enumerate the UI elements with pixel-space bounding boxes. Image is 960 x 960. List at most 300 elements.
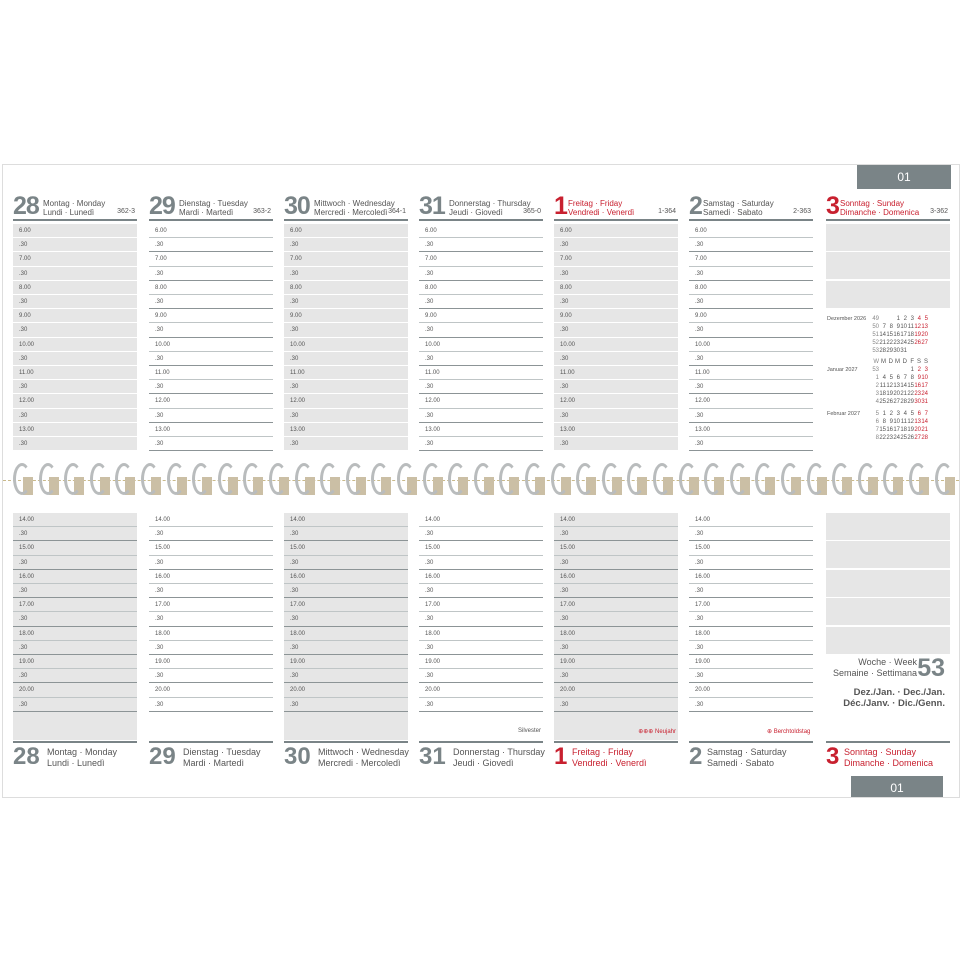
time-slot[interactable]: .30 [689, 323, 813, 337]
notes-box[interactable] [826, 281, 950, 308]
time-slot[interactable]: .30 [13, 409, 137, 423]
time-slot[interactable]: .30 [149, 380, 273, 394]
time-slot[interactable]: .30 [689, 267, 813, 281]
notes-box[interactable] [826, 513, 950, 540]
binding-ring [907, 463, 929, 495]
time-slot[interactable]: .30 [149, 669, 273, 683]
time-slot[interactable]: .30 [284, 698, 408, 712]
time-slot[interactable]: 18.00 [13, 627, 137, 641]
time-slot[interactable]: .30 [419, 612, 543, 626]
mini-calendar-cell: 1 [882, 411, 886, 417]
week-tab-bottom[interactable]: 01 [851, 776, 943, 797]
time-slot[interactable]: .30 [13, 323, 137, 337]
mini-calendar-cell: 20 [893, 391, 900, 397]
time-slot[interactable]: 6.00 [13, 224, 137, 238]
day-name-line1: Sonntag · Sunday [840, 199, 905, 208]
time-slot[interactable]: 20.00 [284, 683, 408, 697]
time-slot[interactable]: 16.00 [149, 570, 273, 584]
time-slot[interactable]: .30 [554, 409, 678, 423]
time-slot[interactable]: 7.00 [689, 252, 813, 266]
mini-calendar-cell: 12 [907, 419, 914, 425]
time-slot[interactable]: 20.00 [13, 683, 137, 697]
time-slot[interactable]: .30 [149, 698, 273, 712]
time-slot[interactable]: .30 [284, 641, 408, 655]
binding-ring [37, 463, 59, 495]
time-slot[interactable]: 15.00 [419, 541, 543, 555]
time-slot[interactable]: .30 [689, 295, 813, 309]
binding-ring [881, 463, 903, 495]
time-slot[interactable]: 20.00 [149, 683, 273, 697]
mini-calendar-cell: 20 [914, 427, 921, 433]
mini-calendar-cell: 22 [879, 435, 886, 441]
time-slot[interactable]: 10.00 [554, 338, 678, 352]
day-number: 31 [419, 192, 445, 220]
time-slot[interactable]: .30 [419, 352, 543, 366]
time-slot[interactable]: 11.00 [554, 366, 678, 380]
day-footer-30 [284, 741, 408, 773]
time-slot[interactable]: 8.00 [554, 281, 678, 295]
week-number-box [821, 655, 945, 685]
time-slot[interactable]: .30 [554, 698, 678, 712]
day-of-year-code: 362-3 [117, 208, 135, 215]
binding-ring [497, 463, 519, 495]
time-slot[interactable]: .30 [13, 238, 137, 252]
time-slot[interactable]: .30 [419, 437, 543, 451]
time-slot[interactable]: .30 [13, 295, 137, 309]
time-slot[interactable]: 12.00 [13, 394, 137, 408]
time-slot[interactable]: .30 [284, 527, 408, 541]
time-slot[interactable]: 11.00 [149, 366, 273, 380]
time-slot[interactable]: 15.00 [149, 541, 273, 555]
time-slot[interactable]: .30 [284, 267, 408, 281]
time-slot[interactable]: .30 [419, 584, 543, 598]
time-slot[interactable]: .30 [13, 584, 137, 598]
spiral-binding [3, 455, 959, 505]
time-slot[interactable]: .30 [419, 556, 543, 570]
time-slot[interactable]: .30 [419, 323, 543, 337]
time-slot[interactable]: 20.00 [419, 683, 543, 697]
mini-calendar-feb [869, 410, 928, 442]
time-slot[interactable]: .30 [689, 641, 813, 655]
mini-calendar-cell: 12 [886, 383, 893, 389]
time-slot[interactable]: .30 [13, 380, 137, 394]
time-slot[interactable]: 12.00 [149, 394, 273, 408]
time-slot[interactable]: .30 [689, 380, 813, 394]
mini-calendar-cell: 21 [921, 427, 928, 433]
time-slot[interactable]: .30 [284, 238, 408, 252]
evening-notes[interactable] [13, 712, 137, 740]
time-slot[interactable]: .30 [689, 437, 813, 451]
mini-calendar-cell: 23 [893, 340, 900, 346]
time-slot[interactable]: 8.00 [13, 281, 137, 295]
binding-ring [574, 463, 596, 495]
time-slot[interactable]: 13.00 [689, 423, 813, 437]
time-slot[interactable]: .30 [554, 669, 678, 683]
weekday-letter: W [873, 359, 879, 365]
time-slot[interactable]: 19.00 [13, 655, 137, 669]
day-of-year-code: 2-363 [793, 208, 811, 215]
time-slot[interactable]: .30 [13, 612, 137, 626]
time-slot[interactable]: .30 [419, 527, 543, 541]
mini-calendar-cell: 3 [896, 411, 900, 417]
day-of-year-code: 363-2 [253, 208, 271, 215]
time-slot[interactable]: 8.00 [284, 281, 408, 295]
time-slot[interactable]: 16.00 [419, 570, 543, 584]
holiday-label [518, 728, 541, 734]
day-of-year-code: 365-0 [523, 208, 541, 215]
mini-calendar-cell: 27 [914, 435, 921, 441]
time-slot[interactable]: .30 [149, 267, 273, 281]
mini-calendar-month: Januar 2027 [827, 367, 858, 373]
time-slot[interactable]: .30 [554, 352, 678, 366]
time-slot[interactable]: .30 [149, 584, 273, 598]
notes-box[interactable] [826, 224, 950, 251]
time-slot[interactable]: 16.00 [284, 570, 408, 584]
time-slot[interactable]: 15.00 [689, 541, 813, 555]
mini-calendar-cell: 3 [910, 316, 914, 322]
time-slot[interactable]: .30 [689, 584, 813, 598]
mini-calendar-cell: 13 [914, 419, 921, 425]
time-slot[interactable]: .30 [149, 409, 273, 423]
time-slot[interactable]: 9.00 [13, 309, 137, 323]
time-slot[interactable]: 14.00 [13, 513, 137, 527]
time-slot[interactable]: .30 [284, 323, 408, 337]
weekday-letter: S [923, 359, 928, 365]
holiday-name: Neujahr [654, 729, 676, 735]
time-slot[interactable]: 6.00 [284, 224, 408, 238]
time-slot[interactable]: 10.00 [13, 338, 137, 352]
time-slot[interactable]: .30 [284, 380, 408, 394]
mini-calendar-cell: 7 [875, 427, 879, 433]
day-names [568, 199, 634, 217]
day-name-line2: Samedi · Sabato [703, 208, 763, 217]
mini-calendar-cell: 6 [896, 375, 900, 381]
time-slot[interactable]: 10.00 [284, 338, 408, 352]
time-slot[interactable]: .30 [149, 641, 273, 655]
time-slot[interactable]: 13.00 [419, 423, 543, 437]
time-slot[interactable]: .30 [149, 612, 273, 626]
time-slot[interactable]: 12.00 [284, 394, 408, 408]
time-slot[interactable]: .30 [419, 267, 543, 281]
time-slot[interactable]: 9.00 [149, 309, 273, 323]
mini-calendar-cell: 5 [910, 411, 914, 417]
time-slot[interactable]: .30 [149, 352, 273, 366]
time-slot[interactable]: .30 [149, 238, 273, 252]
evening-notes[interactable] [284, 712, 408, 740]
weekday-letter: M [881, 359, 886, 365]
day-name-line2: Mercredi · Mercoledì [314, 208, 388, 217]
footer-day-number: 3 [826, 743, 840, 770]
time-slot[interactable]: .30 [689, 698, 813, 712]
mini-calendar-cell: 29 [886, 348, 893, 354]
time-slot[interactable]: .30 [13, 556, 137, 570]
time-slot[interactable]: .30 [689, 409, 813, 423]
mini-calendar-cell: 8 [910, 375, 914, 381]
time-slot[interactable]: .30 [419, 380, 543, 394]
weekday-letter: S [916, 359, 921, 365]
mini-calendar-cell: 1 [910, 367, 914, 373]
notes-box[interactable] [826, 541, 950, 568]
day-footer-3 [826, 741, 950, 773]
time-slot[interactable]: 18.00 [284, 627, 408, 641]
mini-calendar-cell: 25 [907, 340, 914, 346]
binding-ring [830, 463, 852, 495]
time-slot[interactable]: 17.00 [419, 598, 543, 612]
time-slot[interactable]: 17.00 [284, 598, 408, 612]
holiday-label [638, 728, 676, 735]
mini-calendar-cell: 15 [879, 427, 886, 433]
time-slot[interactable]: .30 [689, 612, 813, 626]
planner-page [2, 164, 960, 798]
time-slot[interactable]: 16.00 [554, 570, 678, 584]
time-slot[interactable]: 18.00 [149, 627, 273, 641]
time-slot[interactable]: .30 [284, 295, 408, 309]
mini-calendar-cell: 14 [900, 383, 907, 389]
time-slot[interactable]: 10.00 [149, 338, 273, 352]
mini-calendar-cell: 10 [921, 375, 928, 381]
mini-calendar-cell: 19 [886, 391, 893, 397]
time-slot[interactable]: .30 [284, 584, 408, 598]
time-slot[interactable]: .30 [284, 556, 408, 570]
time-slot[interactable]: 6.00 [419, 224, 543, 238]
time-slot[interactable]: 17.00 [149, 598, 273, 612]
binding-ring [625, 463, 647, 495]
time-slot[interactable]: 18.00 [689, 627, 813, 641]
time-slot[interactable]: .30 [284, 437, 408, 451]
time-slot[interactable]: 14.00 [554, 513, 678, 527]
time-slot[interactable]: 7.00 [284, 252, 408, 266]
evening-notes[interactable] [554, 712, 678, 740]
mini-calendar-cell: 4 [903, 411, 907, 417]
time-slot[interactable]: .30 [554, 437, 678, 451]
mini-calendar-cell: 1 [896, 316, 900, 322]
time-slot[interactable]: 15.00 [13, 541, 137, 555]
time-slot[interactable]: 6.00 [554, 224, 678, 238]
time-slot[interactable]: 9.00 [689, 309, 813, 323]
time-slot[interactable]: 20.00 [689, 683, 813, 697]
mini-calendar-cell: 52 [872, 340, 879, 346]
mini-calendar-cell: 51 [872, 332, 879, 338]
mini-calendar-cell: 18 [900, 427, 907, 433]
time-slot[interactable]: 11.00 [13, 366, 137, 380]
time-slot[interactable]: .30 [554, 584, 678, 598]
time-slot[interactable]: 13.00 [554, 423, 678, 437]
mini-calendar-cell: 5 [875, 411, 879, 417]
time-slot[interactable]: .30 [284, 352, 408, 366]
time-slot[interactable]: 14.00 [689, 513, 813, 527]
time-slot[interactable]: .30 [419, 641, 543, 655]
week-label-1: Woche · Week [858, 657, 917, 667]
time-slot[interactable]: 7.00 [149, 252, 273, 266]
binding-ring [139, 463, 161, 495]
time-slot[interactable]: 14.00 [419, 513, 543, 527]
time-slot[interactable]: .30 [149, 323, 273, 337]
time-slot[interactable]: 19.00 [149, 655, 273, 669]
time-slot[interactable]: .30 [554, 380, 678, 394]
time-slot[interactable]: 14.00 [149, 513, 273, 527]
time-slot[interactable]: 8.00 [419, 281, 543, 295]
mini-calendar-cell: 16 [893, 332, 900, 338]
mini-calendar-cell: 25 [879, 399, 886, 405]
time-slot[interactable]: 12.00 [419, 394, 543, 408]
time-slot[interactable]: 14.00 [284, 513, 408, 527]
notes-box[interactable] [826, 627, 950, 654]
mini-calendar-cell: 19 [914, 332, 921, 338]
mini-calendar-weekday-header [869, 358, 928, 366]
mini-calendar-cell: 2 [889, 411, 893, 417]
time-slot[interactable]: 11.00 [284, 366, 408, 380]
time-slot[interactable]: .30 [689, 238, 813, 252]
time-slot[interactable]: 12.00 [554, 394, 678, 408]
time-slot[interactable]: .30 [149, 295, 273, 309]
time-slot[interactable]: 10.00 [419, 338, 543, 352]
time-slot[interactable]: 15.00 [554, 541, 678, 555]
mini-calendar-cell: 9 [917, 375, 921, 381]
time-slot[interactable]: .30 [419, 409, 543, 423]
day-name-line2: Vendredi · Venerdì [568, 208, 635, 217]
time-slot[interactable]: 18.00 [419, 627, 543, 641]
time-slot[interactable]: .30 [419, 698, 543, 712]
day-footer-1 [554, 741, 678, 773]
footer-name-line1: Sonntag · Sunday [844, 747, 917, 757]
time-slot[interactable]: 13.00 [149, 423, 273, 437]
time-slot[interactable]: .30 [13, 698, 137, 712]
time-slot[interactable]: 19.00 [284, 655, 408, 669]
time-slot[interactable]: .30 [149, 556, 273, 570]
time-slot[interactable]: 9.00 [419, 309, 543, 323]
time-slot[interactable]: 9.00 [284, 309, 408, 323]
binding-ring [779, 463, 801, 495]
time-slot[interactable]: .30 [554, 641, 678, 655]
time-slot[interactable]: 6.00 [689, 224, 813, 238]
time-slot[interactable]: 7.00 [554, 252, 678, 266]
time-slot[interactable]: .30 [419, 669, 543, 683]
binding-ring [600, 463, 622, 495]
time-slot[interactable]: .30 [13, 267, 137, 281]
time-slot[interactable]: .30 [13, 669, 137, 683]
time-slot[interactable]: 7.00 [13, 252, 137, 266]
day-name-line1: Mittwoch · Wednesday [314, 199, 395, 208]
week-tab-top[interactable]: 01 [857, 165, 951, 189]
time-slot[interactable]: .30 [284, 669, 408, 683]
time-slot[interactable]: 17.00 [689, 598, 813, 612]
time-slot[interactable]: 10.00 [689, 338, 813, 352]
time-slot[interactable]: .30 [689, 556, 813, 570]
time-slot[interactable]: 8.00 [689, 281, 813, 295]
evening-notes[interactable] [149, 712, 273, 740]
binding-ring [523, 463, 545, 495]
mini-calendar-cell: 14 [921, 419, 928, 425]
time-slot[interactable]: .30 [554, 238, 678, 252]
binding-ring [728, 463, 750, 495]
mini-calendar-cell: 28 [900, 399, 907, 405]
time-slot[interactable]: .30 [419, 238, 543, 252]
notes-box[interactable] [826, 252, 950, 279]
footer-name-line2: Samedi · Sabato [707, 758, 775, 768]
time-slot[interactable]: .30 [689, 669, 813, 683]
time-slot[interactable]: .30 [554, 612, 678, 626]
evening-notes[interactable] [419, 712, 543, 740]
time-slot[interactable]: .30 [284, 612, 408, 626]
footer-name-line1: Freitag · Friday [572, 747, 634, 757]
day-of-year-code: 1-364 [658, 208, 676, 215]
footer-day-number: 31 [419, 743, 446, 770]
footer-day-number: 1 [554, 743, 568, 770]
time-slot[interactable]: 8.00 [149, 281, 273, 295]
week-label-2: Semaine · Settimana [832, 668, 917, 678]
time-slot[interactable]: 12.00 [689, 394, 813, 408]
time-slot[interactable]: .30 [284, 409, 408, 423]
time-slot[interactable]: 16.00 [689, 570, 813, 584]
mini-calendar-cell: 13 [893, 383, 900, 389]
mini-calendar-cell: 7 [924, 411, 928, 417]
day-footer-2 [689, 741, 813, 773]
time-slot[interactable]: 17.00 [554, 598, 678, 612]
time-slot[interactable]: .30 [554, 323, 678, 337]
time-slot[interactable]: 20.00 [554, 683, 678, 697]
time-slot[interactable]: .30 [13, 437, 137, 451]
footer-day-number: 30 [284, 743, 311, 770]
mini-calendar-cell: 7 [882, 324, 886, 330]
time-slot[interactable]: 18.00 [554, 627, 678, 641]
binding-ring [241, 463, 263, 495]
time-slot[interactable]: 17.00 [13, 598, 137, 612]
time-slot[interactable]: .30 [149, 437, 273, 451]
time-slot[interactable]: 11.00 [689, 366, 813, 380]
time-slot[interactable]: .30 [689, 352, 813, 366]
day-names [314, 199, 395, 217]
mini-calendar-cell: 50 [872, 324, 879, 330]
mini-calendar-cell: 18 [907, 332, 914, 338]
mini-calendar-cell: 27 [893, 399, 900, 405]
time-slot[interactable]: 9.00 [554, 309, 678, 323]
time-slot[interactable]: 6.00 [149, 224, 273, 238]
time-slot[interactable]: 15.00 [284, 541, 408, 555]
binding-ring [856, 463, 878, 495]
time-slot[interactable]: .30 [13, 641, 137, 655]
mini-calendar-cell: 11 [907, 324, 914, 330]
time-slot[interactable]: .30 [419, 295, 543, 309]
time-slot[interactable]: 19.00 [419, 655, 543, 669]
time-slot[interactable]: 16.00 [13, 570, 137, 584]
time-slot[interactable]: 7.00 [419, 252, 543, 266]
binding-ring [190, 463, 212, 495]
time-slot[interactable]: .30 [689, 527, 813, 541]
notes-box[interactable] [826, 570, 950, 597]
time-slot[interactable]: 13.00 [13, 423, 137, 437]
time-slot[interactable]: 11.00 [419, 366, 543, 380]
time-slot[interactable]: .30 [13, 527, 137, 541]
time-slot[interactable]: 19.00 [689, 655, 813, 669]
binding-ring [113, 463, 135, 495]
time-slot[interactable]: 19.00 [554, 655, 678, 669]
time-slot[interactable]: .30 [554, 556, 678, 570]
time-slot[interactable]: .30 [149, 527, 273, 541]
evening-notes[interactable] [689, 712, 813, 740]
holiday-label [767, 728, 810, 735]
notes-box[interactable] [826, 598, 950, 625]
mini-calendar-cell: 21 [879, 340, 886, 346]
time-slot[interactable]: .30 [554, 267, 678, 281]
time-slot[interactable]: .30 [13, 352, 137, 366]
time-slot[interactable]: .30 [554, 295, 678, 309]
day-name-line1: Dienstag · Tuesday [179, 199, 248, 208]
day-footer-28 [13, 741, 137, 773]
mini-calendar-dec [869, 315, 928, 355]
time-slot[interactable]: 13.00 [284, 423, 408, 437]
mini-calendar-cell: 10 [893, 419, 900, 425]
time-slot[interactable]: .30 [554, 527, 678, 541]
